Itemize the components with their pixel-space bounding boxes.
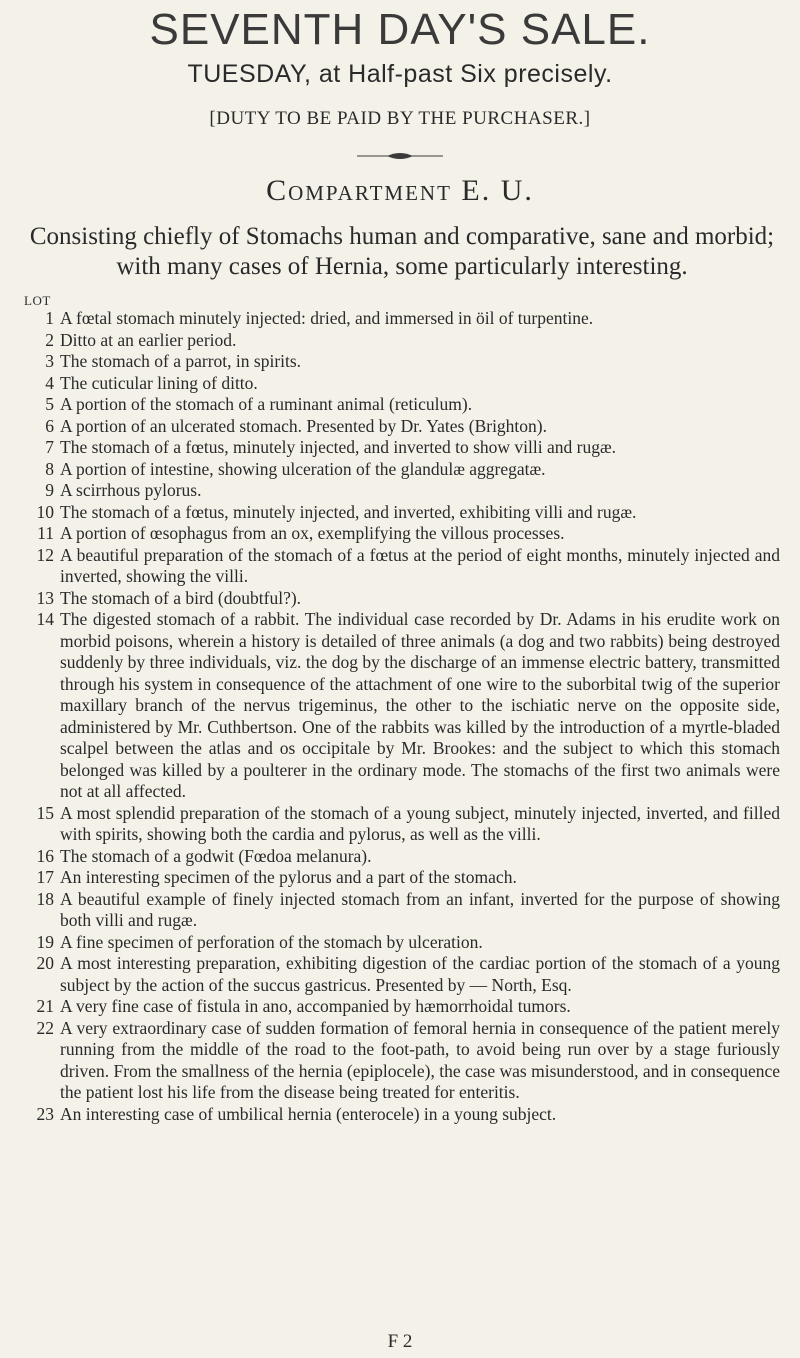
lot-item [24,803,780,846]
lot-number: 2 [45,329,54,350]
lot-item [24,523,780,545]
lot-description: A scirrhous pylorus. [60,480,202,500]
lot-item [24,609,780,803]
lot-description: A very extraordinary case of sudden formation of femoral hernia in consequence of the patient merely running from the middle of the road to the foot-path, to avoid being run over by a stage furiously driven. From the smallness of the hernia (epiplocele), the case was misunderstood, and in consequence the patient lost his life from the disease being treated for enteritis. [60,1017,780,1102]
lot-item [24,416,780,438]
lot-item [24,373,780,395]
lot-description: Ditto at an earlier period. [60,329,237,350]
lot-number: 13 [36,587,54,608]
compartment-description: Consisting chiefly of Stomachs human and comparative, sane and morbid; with many cases of Hernia, some particularly interesting. [29,223,775,280]
lot-description: The cuticular lining of ditto. [60,372,258,393]
compartment-heading: Compartment E. U. [266,174,534,207]
lot-description: The stomach of a fœtus, minutely injected, and inverted, exhibiting villi and rugæ. [60,501,637,522]
lot-number: 9 [45,480,54,500]
divider-ornament-icon [355,150,445,162]
lot-description: A portion of an ulcerated stomach. Presented by Dr. Yates (Brighton). [60,415,547,436]
lot-description: The stomach of a parrot, in spirits. [60,351,302,371]
lot-number: 17 [36,867,54,887]
lot-item [24,330,780,352]
lot-item [24,459,780,481]
lot-item [24,502,780,524]
lot-number: 1 [45,308,54,328]
lot-item [24,588,780,610]
lot-item [24,889,780,932]
lot-description: A beautiful example of finely injected stomach from an infant, inverted for the purpose of showing both villi and rugæ. [60,888,780,930]
lot-description: A portion of œsophagus from an ox, exemplifying the villous processes. [60,523,565,543]
lot-number: 19 [36,931,54,952]
lot-item [24,480,780,502]
lot-number: 15 [36,802,54,823]
lot-description: A portion of intestine, showing ulceration of the glandulæ aggregatæ. [60,458,546,479]
lot-number: 8 [45,458,54,479]
page-title: SEVENTH DAY'S SALE. [149,5,651,54]
lot-column-header: LOT [24,293,51,308]
page-signature: F 2 [387,1331,413,1352]
lot-item [24,996,780,1018]
lot-item [24,867,780,889]
lot-number: 21 [36,996,54,1016]
lot-description: An interesting case of umbilical hernia (enterocele) in a young subject. [60,1103,557,1124]
lot-description: The stomach of a fœtus, minutely injected, and inverted to show villi and rugæ. [60,437,616,457]
lot-description: A fœtal stomach minutely injected: dried, and immersed in öil of turpentine. [60,308,594,328]
lot-number: 23 [36,1103,54,1124]
lot-item [24,1018,780,1104]
lot-number: 11 [37,523,54,543]
lot-description: The digested stomach of a rabbit. The individual case recorded by Dr. Adams in his erudite work on morbid poisons, wherein a history is detailed of three animals (a dog and two rabbits) being destroyed suddenly by three individuals, viz. the dog by the discharge of an immense electric battery, transmitted through his system in consequence of the attachment of one wire to the suborbital twig of the superior maxillary branch of the nervus trigeminus, the other to the ischiatic nerve on the opposite side, administered by Mr. Cuthbertson. One of the rabbits was killed by the introduction of a myrtle-bladed scalpel between the atlas and os occipitale by Mr. Brookes: and the subject to which this stomach belonged was killed by a poulterer in the ordinary mode. The stomachs of the first two animals were not at all affected. [60,609,780,801]
lot-number: 5 [45,394,54,414]
lot-number: 20 [36,953,54,973]
lot-number: 14 [36,609,54,629]
lot-description: A fine specimen of perforation of the stomach by ulceration. [60,931,483,952]
lot-item [24,1104,780,1126]
lot-number: 16 [36,845,54,866]
lot-item [24,394,780,416]
lot-description: A very fine case of fistula in ano, accompanied by hæmorrhoidal tumors. [60,996,571,1016]
lot-item [24,932,780,954]
lot-number: 12 [36,544,54,565]
lot-item [24,545,780,588]
lot-item [24,846,780,868]
lot-description: A most interesting preparation, exhibiting digestion of the cardiac portion of the stomach of a young subject by the action of the succus gastricus. Presented by — North, Esq. [60,953,780,995]
lot-description: A portion of the stomach of a ruminant animal (reticulum). [60,394,473,414]
lot-item [24,351,780,373]
lot-item [24,437,780,459]
lot-list [24,308,780,1125]
lot-number: 7 [45,437,54,457]
duty-note: [DUTY TO BE PAID BY THE PURCHASER.] [209,108,591,129]
lot-description: A beautiful preparation of the stomach of a fœtus at the period of eight months, minutely injected and inverted, showing the villi. [60,544,780,586]
sale-time: TUESDAY, at Half-past Six precisely. [187,60,613,88]
lot-number: 4 [45,372,54,393]
lot-number: 18 [36,888,54,909]
lot-description: The stomach of a godwit (Fœdoa melanura). [60,845,372,866]
lot-description: An interesting specimen of the pylorus and a part of the stomach. [60,867,517,887]
lot-number: 6 [45,415,54,436]
lot-item [24,953,780,996]
lot-description: A most splendid preparation of the stomach of a young subject, minutely injected, inverted, and filled with spirits, showing both the cardia and pylorus, as well as the villi. [60,802,780,844]
lot-number: 3 [45,351,54,371]
lot-item [24,308,780,330]
lot-number: 10 [36,501,54,522]
lot-description: The stomach of a bird (doubtful?). [60,587,302,608]
lot-number: 22 [36,1017,54,1038]
